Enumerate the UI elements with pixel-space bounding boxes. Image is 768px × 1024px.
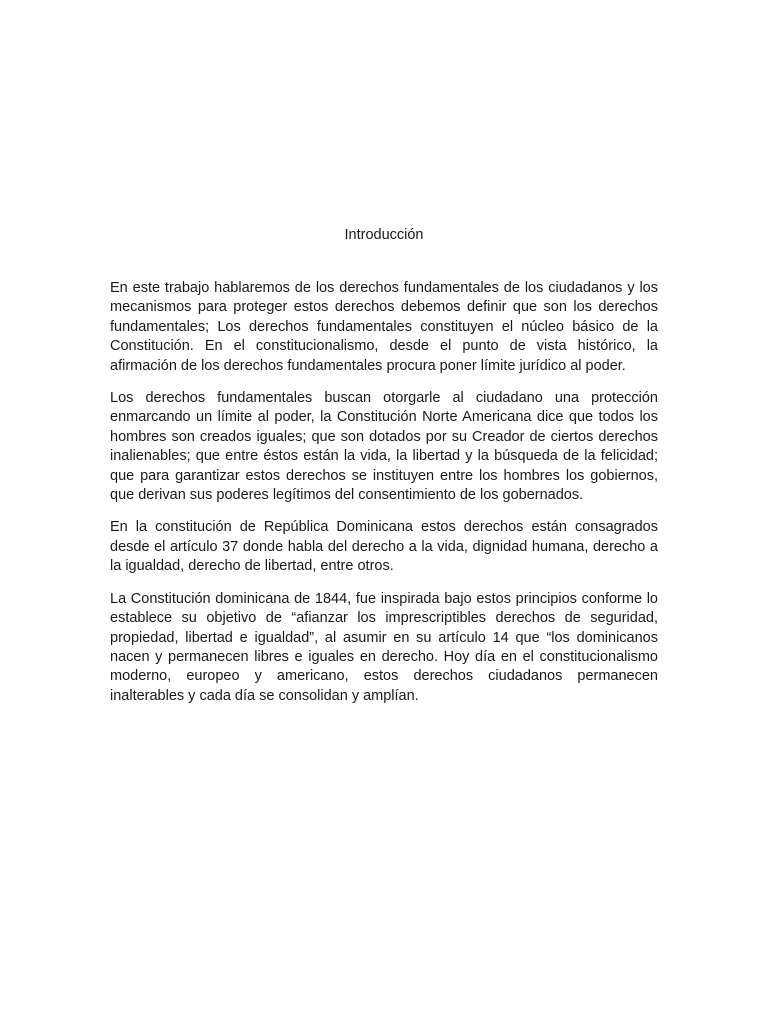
document-title: Introducción xyxy=(344,227,424,243)
paragraph-4: La Constitución dominicana de 1844, fue inspirada bajo estos principios conforme lo establece su objetivo de “afianzar los imprescriptibles derechos de seguridad, propiedad, libertad e igualdad”, al asumir en su artículo 14 que “los dominicanos nacen y permanecen libres e iguales en derecho. Hoy día en el constitucionalismo moderno, europeo y americano, estos derechos ciudadanos permanecen inalterables y cada día se consolidan y amplían. xyxy=(110,590,658,704)
document-body xyxy=(110,279,658,719)
paragraph-3: En la constitución de República Dominicana estos derechos están consagrados desde el artículo 37 donde habla del derecho a la vida, dignidad humana, derecho a la igualdad, derecho de libertad, entre otros. xyxy=(110,519,658,575)
paragraph-1: En este trabajo hablaremos de los derechos fundamentales de los ciudadanos y los mecanismos para proteger estos derechos debemos definir que son los derechos fundamentales; Los derechos fundamentales constituyen el núcleo básico de la Constitución. En el constitucionalismo, desde el punto de vista histórico, la afirmación de los derechos fundamentales procura poner límite jurídico al poder. xyxy=(110,280,658,374)
paragraph-2: Los derechos fundamentales buscan otorgarle al ciudadano una protección enmarcando un límite al poder, la Constitución Norte Americana dice que todos los hombres son creados iguales; que son dotados por su Creador de ciertos derechos inalienables; que entre éstos están la vida, la libertad y la búsqueda de la felicidad; que para garantizar estos derechos se instituyen entre los hombres los gobiernos, que derivan sus poderes legítimos del consentimiento de los gobernados. xyxy=(110,390,658,504)
